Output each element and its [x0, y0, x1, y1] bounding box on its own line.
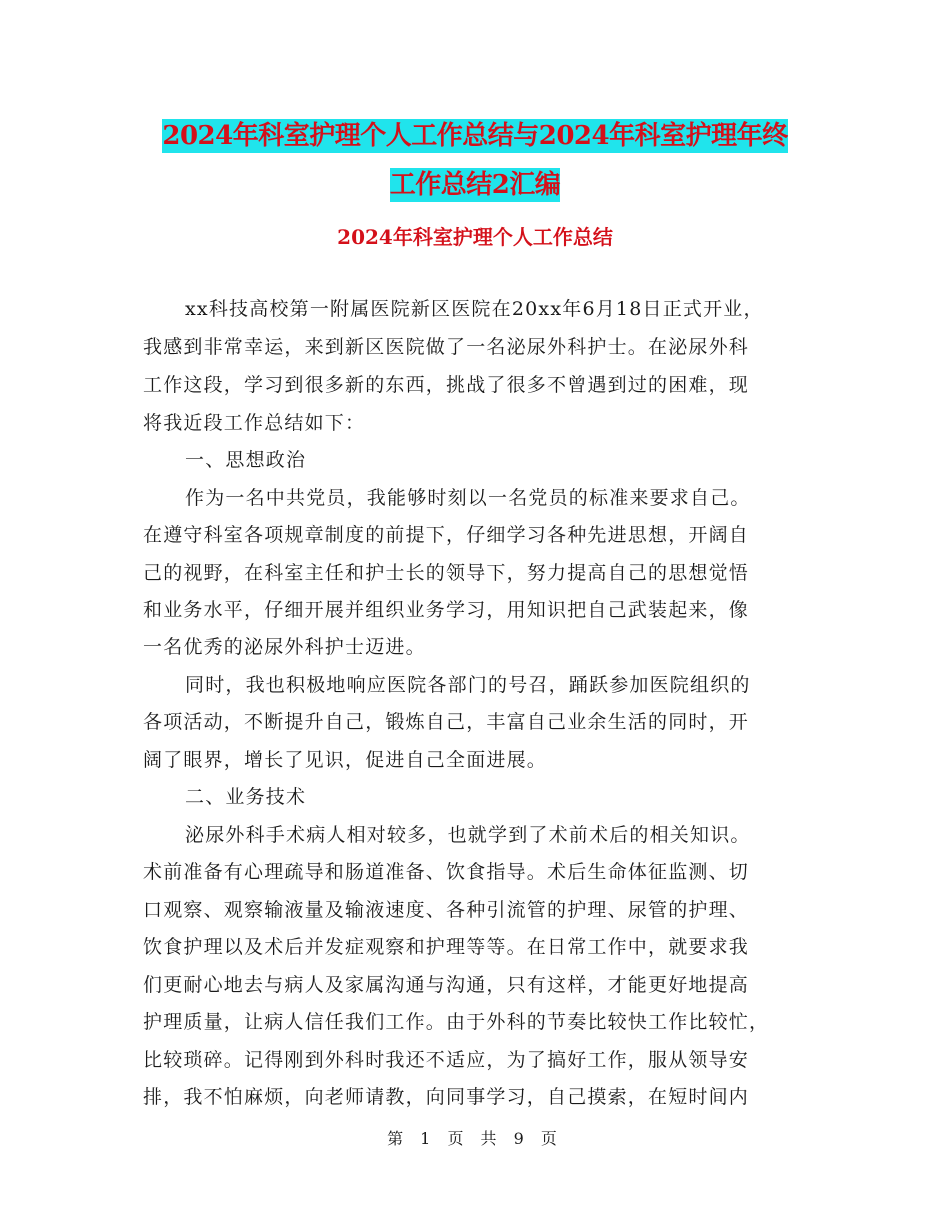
subheading-1: 一、思想政治	[185, 449, 307, 471]
body-line: 和业务水平，仔细开展并组织业务学习，用知识把自己武装起来，像	[143, 599, 750, 621]
body-line: 同时，我也积极地响应医院各部门的号召，踊跃参加医院组织的	[185, 674, 751, 696]
body-line: 工作这段，学习到很多新的东西，挑战了很多不曾遇到过的困难，现	[143, 374, 750, 396]
body-line: 在遵守科室各项规章制度的前提下，仔细学习各种先进思想，开阔自	[143, 524, 750, 546]
body-line: 排，我不怕麻烦，向老师请教，向同事学习，自己摸索，在短时间内	[143, 1086, 750, 1108]
body-line: 我感到非常幸运，来到新区医院做了一名泌尿外科护士。在泌尿外科	[143, 336, 750, 358]
body-line: 饮食护理以及术后并发症观察和护理等等。在日常工作中，就要求我	[143, 936, 750, 958]
title-line-1: 2024年科室护理个人工作总结与2024年科室护理年终	[162, 121, 788, 151]
body-line: 泌尿外科手术病人相对较多，也就学到了术前术后的相关知识。	[185, 824, 751, 846]
body-line: 阔了眼界，增长了见识，促进自己全面进展。	[143, 749, 548, 771]
body-line: 作为一名中共党员，我能够时刻以一名党员的标准来要求自己。	[185, 487, 751, 509]
body-line: 一名优秀的泌尿外科护士迈进。	[143, 636, 426, 658]
section-heading: 2024年科室护理个人工作总结	[337, 225, 613, 249]
body-line: 比较琐碎。记得刚到外科时我还不适应，为了搞好工作，服从领导安	[143, 1049, 750, 1071]
body-line: 各项活动，不断提升自己，锻炼自己，丰富自己业余生活的同时，开	[143, 711, 750, 733]
body-line: 将我近段工作总结如下：	[143, 412, 366, 434]
body-line: 口观察、观察输液量及输液速度、各种引流管的护理、尿管的护理、	[143, 899, 750, 921]
body-line: 己的视野，在科室主任和护士长的领导下，努力提高自己的思想觉悟	[143, 562, 750, 584]
document-title	[120, 112, 830, 210]
body-line: 护理质量，让病人信任我们工作。由于外科的节奏比较快工作比较忙，	[143, 1011, 770, 1033]
body-line: 们更耐心地去与病人及家属沟通与沟通，只有这样，才能更好地提高	[143, 974, 750, 996]
page-number: 第 1 页 共 9 页	[387, 1129, 563, 1148]
body-line: 术前准备有心理疏导和肠道准备、饮食指导。术后生命体征监测、切	[143, 861, 750, 883]
subheading-2: 二、业务技术	[185, 786, 307, 808]
title-line-2: 工作总结2汇编	[389, 170, 561, 200]
body-line: xx科技高校第一附属医院新区医院在20xx年6月18日正式开业，	[185, 298, 764, 320]
